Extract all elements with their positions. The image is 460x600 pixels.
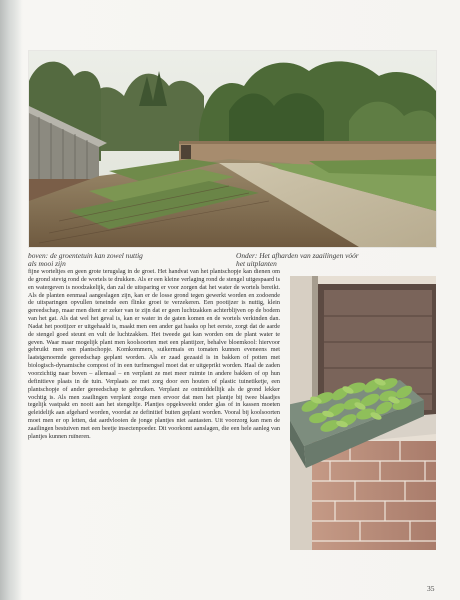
page-number: 35: [427, 584, 435, 593]
caption-top-photo: [28, 252, 208, 268]
caption-line: als mooi zijn: [28, 259, 66, 269]
caption-line: boven: de groentetuin kan zowel nuttig: [28, 251, 143, 260]
caption-seedlings-photo: [236, 252, 441, 268]
caption-line: Onder: Het afharden van zaailingen vóór: [236, 251, 359, 260]
seedling-tray-photo: [290, 276, 436, 550]
caption-line: het uitplanten: [236, 259, 277, 269]
book-spine-shadow: [0, 0, 22, 600]
vegetable-garden-photo: [28, 50, 437, 248]
article-paragraph: fijne worteltjes en geen grote terugslag in de groei. Het handvat van het plantschopje kan dienen om de grond stevig rond de wortels te drukken. Als er een kleine verlaging rond de stengel uitgespaard is en watergeven is noodzakelijk, dan zal de uitsparing er voor zorgen dat het water de wortels bereikt. Als de planten eenmaal aangeslagen zijn, kan er de losse grond tegen gewerkt worden en zodoende de uitsparingen opvullen teneinde een flinke groei te verzekeren. Een pootijzer is nuttig, klein gereedschap, maar men dient er zeker van te zijn dat er geen luchtzakken achterblijven op de bodem van het gat. Als dat wel het geval is, kan er water in de gaten komen en de wortels verkinden dan. Nadat het pootijzer er uitgehaald is, maakt men een ander gat haaks op het eerste, zorgt dat de aarde de stengel goed steunt en vult de luchtzakken. Het tweede gat kan worden om de plant water te geven. Waar maar mogelijk plant men koolsoorten met een plantijzer, behalve bloemkool: hiervoor gebruikt men een plantschopje. Komkommers, suikermais en tomaten kunnen eveneens met laatstgenoemde gereedschap geplant worden. Als er zaad gezaaid is in bakken of potten met biologisch-dynamische compost of in een turfmengsel moet dat er uitgeprikt worden. Haal de zaden voorzichtig naar boven – allemaal – en verplant ze met meer ruimte in andere bakken of op hun definitieve plaats in de tuin. Verplaats ze met zorg door een houten of plastic tuinetiketje, een plantschopje of ander gereedschap te gebruiken. Verplant ze ontmiddellijk als de grond lekker vochtig is. Als men zaailingen verplant zorge men ervoor dat men het plantje bij twee blaadjes tegelijk vastpakt en nooit aan het stengeltje. Plantjes opgekweekt onder glas of in kassen moeten geleidelijk aan afgehard worden, voordat ze definitief buiten geplant worden. Vooral bij koolsoorten moet men er op letten, dat aardvlooien de jonge plantjes niet aantasten. Uit voorzorg kan men de zaailingen bestuiven met een beetje insectenpoeder. Dit voorkomt aanslagen, die een hele aanleg van plantjes kunnen ruïneren.: [28, 268, 280, 440]
article-body: [28, 268, 280, 441]
